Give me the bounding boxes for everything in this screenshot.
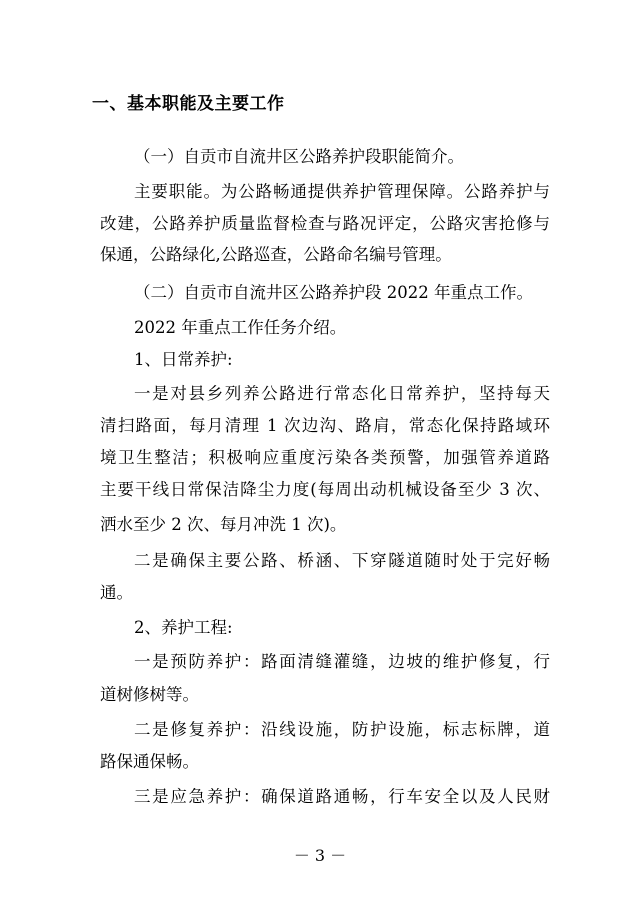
paragraph-line: 二是修复养护：沿线设施，防护设施，标志标牌，道	[134, 720, 550, 739]
paragraph-line: 清扫路面，每月清理 1 次边沟、路肩，常态化保持路域环	[100, 416, 550, 435]
paragraph-line: 境卫生整洁；积极响应重度污染各类预警，加强管养道路	[100, 448, 550, 467]
paragraph-line: 通。	[100, 583, 133, 602]
paragraph-line: 主要干线日常保洁降尘力度(每周出动机械设备至少 3 次、	[100, 480, 550, 499]
subsection-title-1: （一）自贡市自流井区公路养护段职能简介。	[134, 147, 464, 166]
paragraph-line: 改建，公路养护质量监督检查与路况评定，公路灾害抢修与	[100, 214, 550, 233]
list-heading: 1、日常养护:	[134, 350, 233, 369]
paragraph-line: 一是对县乡列养公路进行常态化日常养护，坚持每天	[134, 384, 550, 403]
paragraph-line: 主要职能。为公路畅通提供养护管理保障。公路养护与	[134, 182, 550, 201]
paragraph-line: 道树修树等。	[100, 685, 199, 704]
paragraph-line: 保通，公路绿化,公路巡查，公路命名编号管理。	[100, 245, 452, 264]
list-heading: 2、养护工程:	[134, 618, 233, 637]
paragraph-line: 一是预防养护：路面清缝灌缝，边坡的维护修复，行	[134, 652, 550, 671]
paragraph-line: 洒水至少 2 次、每月冲洗 1 次)。	[100, 515, 347, 534]
section-heading: 一、基本职能及主要工作	[92, 94, 285, 114]
paragraph-line: 二是确保主要公路、桥涵、下穿隧道随时处于完好畅	[134, 551, 550, 570]
paragraph-line: 三是应急养护：确保道路通畅，行车安全以及人民财	[134, 787, 550, 806]
paragraph-line: 路保通保畅。	[100, 752, 199, 771]
paragraph-line: 2022 年重点工作任务介绍。	[134, 318, 347, 337]
subsection-title-2: （二）自贡市自流井区公路养护段 2022 年重点工作。	[134, 283, 533, 302]
page-number: － 3 －	[293, 846, 347, 865]
